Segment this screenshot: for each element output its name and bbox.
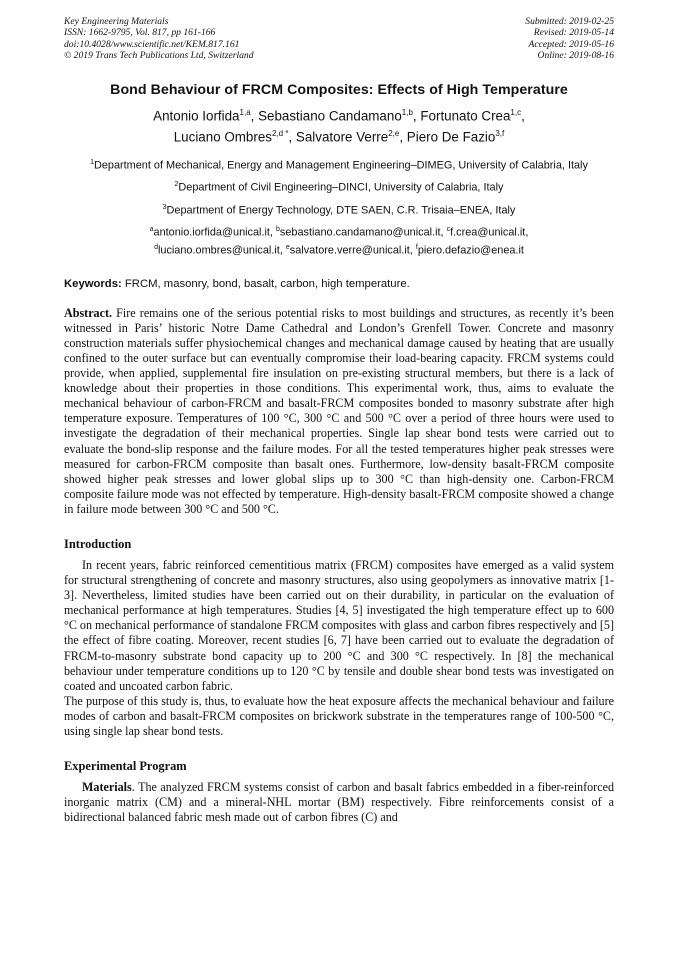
author-affil-mark: 2,e xyxy=(388,128,400,138)
affiliation-3: $^3$Department of Energy Technology, DTE SAEN, C.R. Trisaia–ENEA, Italy xyxy=(162,203,516,217)
date-revised: Revised: 2019-05-14 xyxy=(533,27,614,39)
author-affil-mark: 3,f xyxy=(495,128,505,138)
introduction-paragraph-1: In recent years, fabric reinforced cementitious matrix (FRCM) composites have emerged as a valid system for structural strengthening of concrete and masonry structures, also using geopolymers as innovative matrix [1-3]. Nevertheless, limited studies have been carried out on their durability, in particular on the evaluation of mechanical performance at high temperatures. Studies [4, 5] investigated the high temperature effect up to 600 °C on mechanical performance of standalone FRCM composites with glass and carbon fibres respectively and [5] the effect of fibre coating. Moreover, recent studies [6, 7] have been carried out to evaluate the degradation of FRCM-to-masonry substrate bond capacity up to 200 °C and 300 °C respectively. In [8] the mechanical behaviour under temperature conditions up to 120 °C by tensile and double shear bond tests was investigated on coated and uncoated carbon fabric. xyxy=(64,558,614,693)
author-name: Fortunato Crea xyxy=(420,108,511,124)
email-link[interactable]: luciano.ombres@unical.it, xyxy=(157,244,283,257)
journal-header xyxy=(64,16,614,62)
date-accepted: Accepted: 2019-05-16 xyxy=(528,38,614,50)
author-emails: $^a$antonio.iorfida@unical.it, $^b$sebastiano.candamano@unical.it, $^c$f.crea@unical.it, $^d$luciano.ombres@unical.it, $^e$salvatore.verre@unical.it, $^f$piero.defazio@enea.it xyxy=(149,226,529,257)
keywords-label: Keywords: xyxy=(64,277,122,290)
materials-text: . The analyzed FRCM systems consist of carbon and basalt fabrics embedded in a fiber-reinforced inorganic matrix (CM) and a mineral-NHL mortar (BM) respectively. Fibre reinforcements consist of a bidirectional balanced fabric mesh made out of carbon fibres (C) and xyxy=(64,780,614,825)
keywords-text: FRCM, masonry, bond, basalt, carbon, high temperature. xyxy=(124,277,410,290)
experimental-section xyxy=(64,759,614,825)
keywords xyxy=(64,278,614,290)
publication-dates xyxy=(525,16,614,62)
journal-name: Key Engineering Materials xyxy=(64,16,169,27)
experimental-heading: Experimental Program xyxy=(64,759,187,774)
abstract-text: Fire remains one of the serious potential risks to most buildings and structures, as recently it’s been witnessed in Paris’ historic Notre Dame Cathedral and London’s Grenfell Tower. Concrete and masonry construction materials suffer physiochemical changes and mechanical damage caused by heating that are usually confined to the outer surface but can eventually compromise their load-bearing capacity. FRCM systems could provide, when applied, supplemental fire insulation on pre-existing structural members, but there is a lack of knowledge about their properties in those conditions. This experimental work, thus, aims to evaluate the mechanical behaviour of carbon-FRCM and basalt-FRCM composites bonded to masonry substrate after high temperature exposure. Temperatures of 100 °C, 300 °C and 500 °C over a period of three hours were used to investigate the degradation of their mechanical properties. Single lap shear bond tests were carried out to evaluate the bond-slip response and the failure modes. For all the tested temperatures higher peak stresses were measured for carbon-FRCM composite than basalt ones. Furthermore, low-density basalt-FRCM composite showed higher peak stresses and lower global slips up to 300 °C than high-density one. Carbon-FRCM composite failure mode was not effected by temperature. High-density basalt-FRCM composite showed a change in failure mode between 300 °C and 500 °C. xyxy=(64,305,614,516)
author-name: Antonio Iorfida xyxy=(153,108,240,124)
author-name: Piero De Fazio xyxy=(406,129,496,145)
author-affil-mark: 1,b xyxy=(401,107,413,117)
date-submitted: Submitted: 2019-02-25 xyxy=(525,16,614,27)
author-name: Luciano Ombres xyxy=(173,129,272,145)
author-affil-mark: 1,c xyxy=(510,107,522,117)
affiliation-2: $^2$Department of Civil Engineering–DINCI, University of Calabria, Italy xyxy=(174,181,504,194)
date-online: Online: 2019-08-16 xyxy=(537,50,614,62)
email-link[interactable]: sebastiano.candamano@unical.it, xyxy=(279,227,444,240)
introduction-section xyxy=(64,537,614,739)
journal-copyright: © 2019 Trans Tech Publications Ltd, Switzerland xyxy=(64,50,254,62)
email-link[interactable]: salvatore.verre@unical.it, xyxy=(289,244,413,257)
author-name: Salvatore Verre xyxy=(295,129,389,145)
journal-info xyxy=(64,16,254,62)
abstract xyxy=(64,306,614,517)
email-link[interactable]: antonio.iorfida@unical.it, xyxy=(153,227,273,240)
author-affil-mark: 2,d * xyxy=(271,128,289,138)
author-affil-mark: 1,a xyxy=(239,107,251,117)
email-link[interactable]: piero.defazio@enea.it xyxy=(417,244,524,257)
author-list: Antonio Iorfida$^{1,a}$, Sebastiano Candamano$^{1,b}$, Fortunato Crea$^{1,c}$, Luciano Ombres$^{2,d *}$, Salvatore Verre$^{2,e}$, Piero De Fazio$^{3,f}$ xyxy=(153,107,525,145)
author-name: Sebastiano Candamano xyxy=(258,108,402,124)
paper-title: Bond Behaviour of FRCM Composites: Effects of High Temperature xyxy=(110,81,568,98)
materials-label: Materials xyxy=(82,780,132,795)
materials-paragraph xyxy=(64,780,614,825)
abstract-label: Abstract. xyxy=(64,305,113,320)
journal-doi[interactable]: doi:10.4028/www.scientific.net/KEM.817.161 xyxy=(64,38,240,50)
introduction-paragraph-2: The purpose of this study is, thus, to evaluate how the heat exposure affects the mechanical behaviour and failure modes of carbon and basalt-FRCM composites on brickwork substrate in the temperatures range of 100-500 °C, using single lap shear bond tests. xyxy=(64,693,614,739)
affiliation-1: $^1$Department of Mechanical, Energy and Management Engineering–DIMEG, University of Calabria, Italy xyxy=(90,158,588,172)
email-link[interactable]: f.crea@unical.it, xyxy=(450,227,529,240)
introduction-heading: Introduction xyxy=(64,537,132,551)
journal-issn: ISSN: 1662-9795, Vol. 817, pp 161-166 xyxy=(64,27,216,39)
